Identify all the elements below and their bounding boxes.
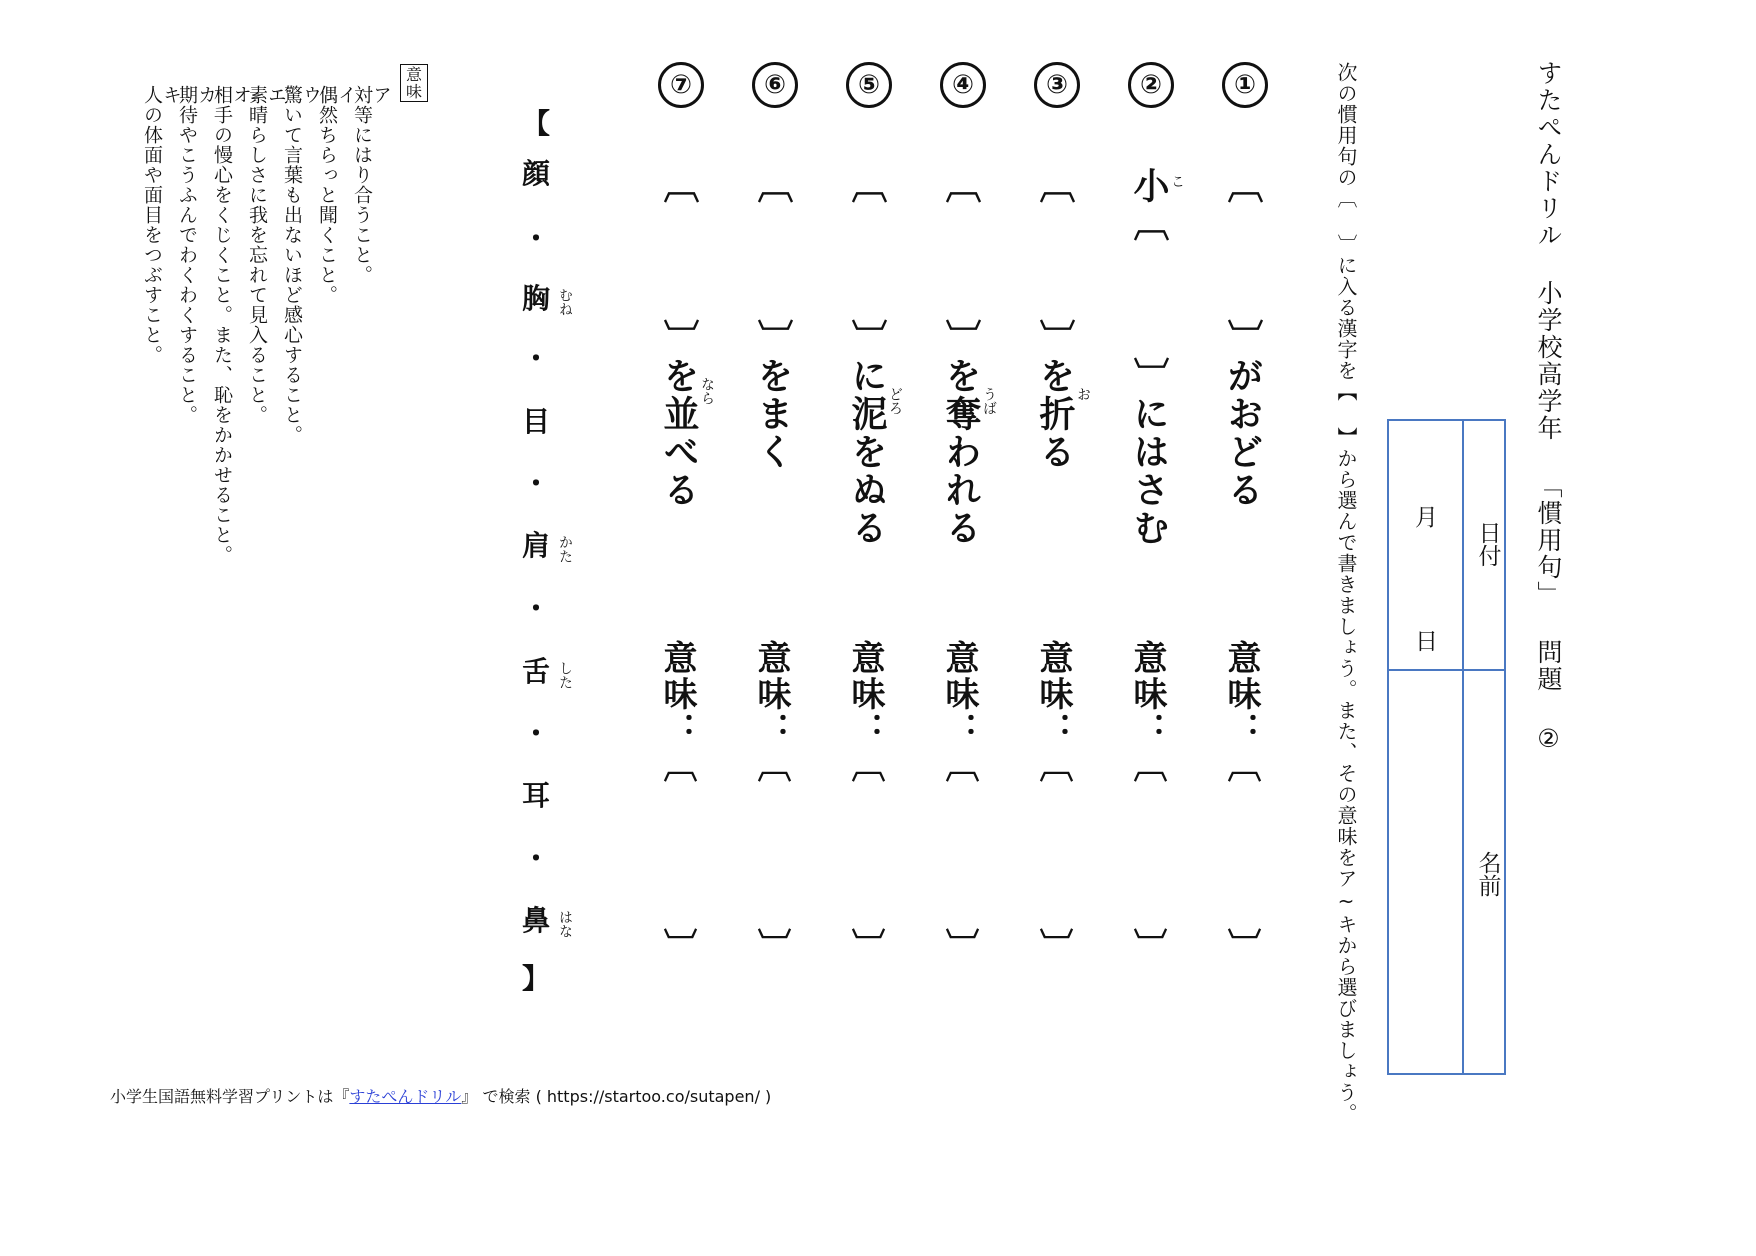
- choices-close-bracket: 】: [521, 962, 550, 995]
- meaning-answer[interactable]: 意味：︹ ︺: [845, 640, 885, 964]
- question-3: [1026, 62, 1091, 964]
- option-text: 偶然ちらっと聞くこと。: [316, 85, 338, 305]
- option-letter: キ: [160, 85, 182, 105]
- choice-kanji: 顔: [521, 157, 550, 190]
- choice-separator: ・: [521, 842, 550, 875]
- instructions: 次の慣用句の︹ ︺に入る漢字を【 】から選んで書きましょう。また、その意味をア~キから選びましょう。: [1334, 62, 1358, 1124]
- ruby-ko: こ: [1169, 174, 1185, 188]
- question-phrase[interactable]: ︹ ︺に泥をぬる: [846, 167, 887, 547]
- choice-kanji: 鼻: [521, 904, 550, 937]
- meaning-option-u: [282, 85, 320, 445]
- ruby-doro: どろ: [887, 387, 903, 415]
- question-5: [838, 62, 903, 964]
- question-phrase[interactable]: ︹ ︺を奪われる: [940, 167, 981, 547]
- date-name-box: [1387, 419, 1506, 1075]
- meaning-answer[interactable]: 意味：︹ ︺: [939, 640, 979, 964]
- meaning-option-e: [247, 85, 285, 425]
- choice-separator: ・: [521, 467, 550, 500]
- choice-ruby: はな: [557, 910, 573, 938]
- option-letter: イ: [335, 85, 357, 105]
- choice-kanji: 耳: [521, 779, 550, 812]
- question-phrase[interactable]: ︹ ︺をまく: [752, 167, 793, 471]
- question-6: [744, 62, 804, 964]
- option-letter: カ: [195, 85, 217, 105]
- option-letter: エ: [265, 85, 287, 105]
- choice-kanji: 目: [521, 405, 550, 438]
- question-phrase[interactable]: ︹ ︺を折る: [1034, 167, 1075, 471]
- choice-separator: ・: [521, 592, 550, 625]
- question-number: ⑤: [846, 62, 892, 108]
- meaning-answer[interactable]: 意味：︹ ︺: [1127, 640, 1167, 964]
- choices-open-bracket: 【: [521, 107, 550, 140]
- meanings-header: 意味: [400, 64, 428, 102]
- question-number: ②: [1128, 62, 1174, 108]
- question-number: ⑥: [752, 62, 798, 108]
- option-text: 人の体面や面目をつぶすこと。: [141, 85, 163, 365]
- choice-kanji: 胸: [521, 282, 550, 315]
- page-title: すたぺんドリル 小学校高学年 「慣用句」 問題 ②: [1534, 60, 1563, 755]
- date-label: 日付: [1474, 521, 1501, 567]
- meaning-option-a: [352, 85, 390, 285]
- footer-suffix: 』 で検索 ( https://startoo.co/sutapen/ ): [461, 1087, 772, 1106]
- meaning-option-ka: [177, 85, 215, 425]
- ruby-o: お: [1075, 387, 1091, 401]
- choice-separator: ・: [521, 717, 550, 750]
- option-text: 期待やこうふんでわくわくすること。: [176, 85, 198, 425]
- option-letter: オ: [230, 85, 252, 105]
- question-number: ①: [1222, 62, 1268, 108]
- option-letter: ウ: [300, 85, 322, 105]
- meaning-answer[interactable]: 意味：︹ ︺: [1221, 640, 1261, 964]
- option-text: 対等にはり合うこと。: [351, 85, 373, 285]
- choice-kanji: 舌: [521, 655, 550, 688]
- question-phrase[interactable]: 小︹ ︺にはさむ: [1128, 167, 1169, 547]
- option-text: 驚いて言葉も出ないほど感心すること。: [281, 85, 303, 445]
- option-text: 素晴らしさに我を忘れて見入ること。: [246, 85, 268, 425]
- choice-separator: ・: [521, 222, 550, 255]
- ruby-uba: うば: [981, 387, 997, 415]
- meaning-option-o: [212, 85, 250, 565]
- ruby-nara: なら: [699, 377, 715, 405]
- box-divider-horizontal: [1389, 669, 1504, 671]
- choice-kanji: 肩: [521, 529, 550, 562]
- option-letter: ア: [370, 85, 392, 105]
- meaning-option-i: [317, 85, 355, 305]
- footer-prefix: 小学生国語無料学習プリントは『: [110, 1087, 350, 1106]
- option-text: 相手の慢心をくじくこと。また、恥をかかせること。: [211, 85, 233, 565]
- choice-ruby: した: [557, 661, 573, 689]
- question-phrase[interactable]: ︹ ︺がおどる: [1222, 167, 1263, 509]
- meaning-answer[interactable]: 意味：︹ ︺: [1033, 640, 1073, 964]
- question-number: ⑦: [658, 62, 704, 108]
- footer-link[interactable]: すたぺんドリル: [349, 1087, 462, 1106]
- question-7: [650, 62, 715, 964]
- question-number: ③: [1034, 62, 1080, 108]
- name-label[interactable]: 名前: [1474, 851, 1501, 897]
- meaning-answer[interactable]: 意味：︹ ︺: [751, 640, 791, 964]
- month-label: 月: [1415, 505, 1438, 531]
- day-label: 日: [1415, 629, 1438, 655]
- meaning-option-ki: [142, 85, 180, 365]
- question-2: [1120, 62, 1185, 964]
- question-number: ④: [940, 62, 986, 108]
- question-phrase[interactable]: ︹ ︺を並べる: [658, 167, 699, 509]
- choice-ruby: かた: [557, 535, 573, 563]
- meaning-answer[interactable]: 意味：︹ ︺: [657, 640, 697, 964]
- choice-separator: ・: [521, 342, 550, 375]
- footer: [110, 1084, 771, 1107]
- choice-ruby: むね: [557, 288, 573, 316]
- question-1: [1214, 62, 1274, 964]
- box-divider-vertical: [1462, 421, 1464, 1073]
- question-4: [932, 62, 997, 964]
